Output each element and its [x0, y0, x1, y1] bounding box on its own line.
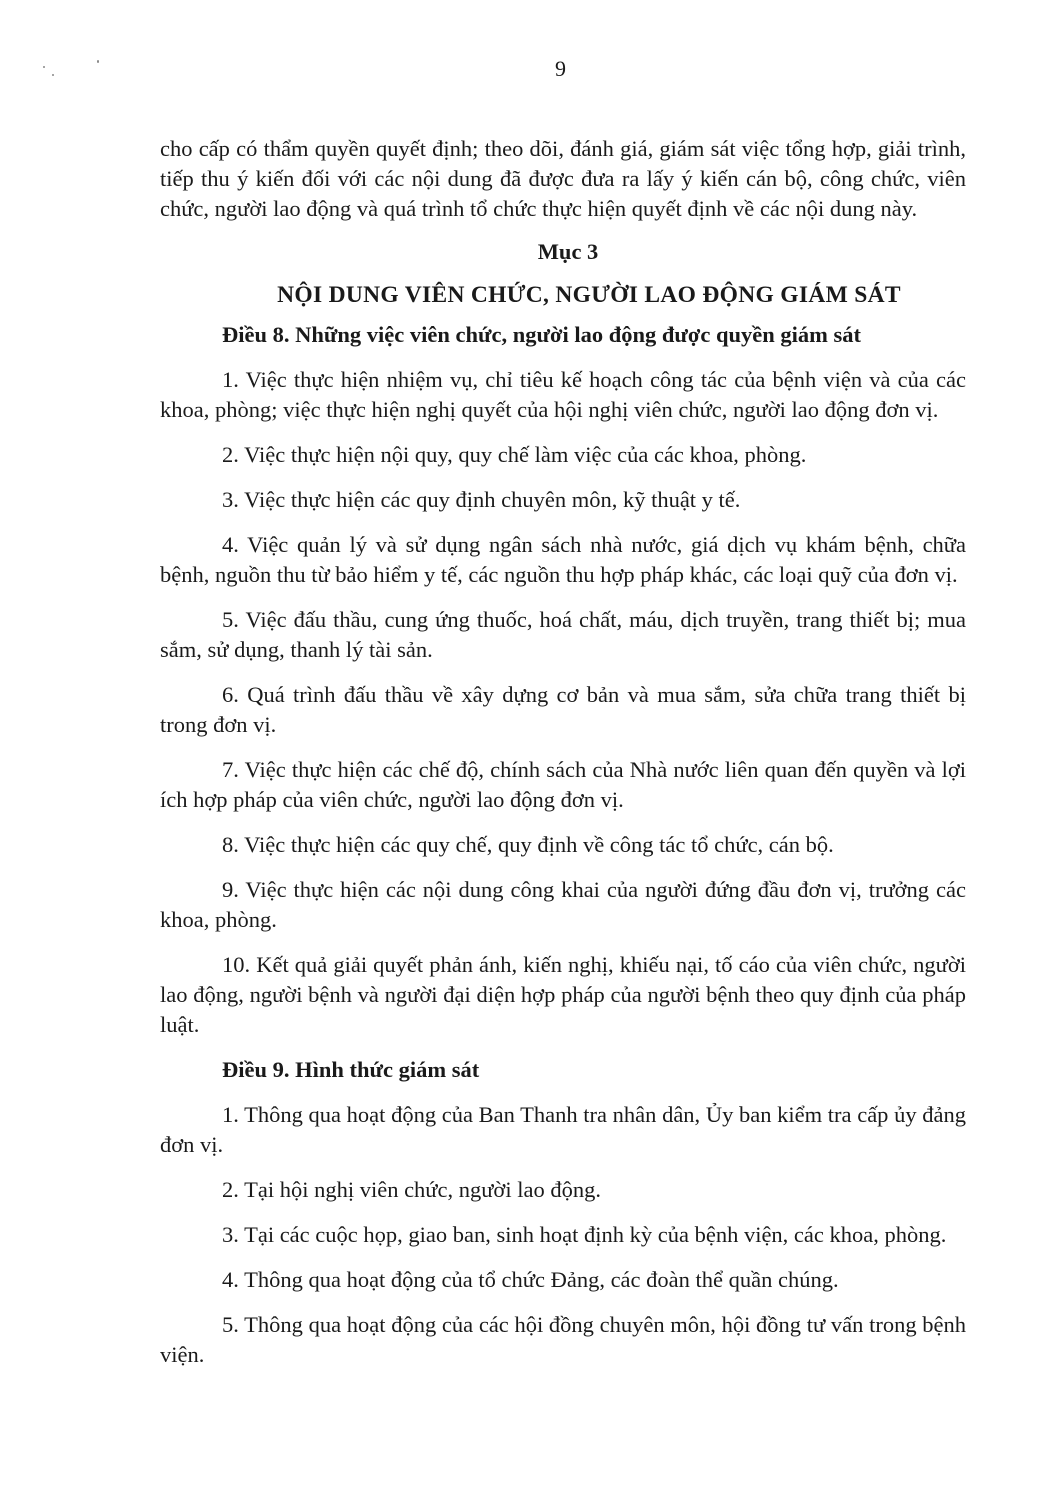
section-title: NỘI DUNG VIÊN CHỨC, NGƯỜI LAO ĐỘNG GIÁM SÁT: [277, 282, 901, 308]
article-9-item: 1. Thông qua hoạt động của Ban Thanh tra nhân dân, Ủy ban kiểm tra cấp ủy đảng đơn vị.: [160, 1102, 966, 1157]
article-9-item: 3. Tại các cuộc họp, giao ban, sinh hoạt định kỳ của bệnh viện, các khoa, phòng.: [222, 1222, 947, 1247]
article-9-item: 4. Thông qua hoạt động của tổ chức Đảng, các đoàn thể quần chúng.: [222, 1267, 839, 1292]
section-label: Mục 3: [537, 239, 599, 264]
article-8-heading: Điều 8. Những việc viên chức, người lao động được quyền giám sát: [222, 322, 861, 347]
article-9-item: 2. Tại hội nghị viên chức, người lao động.: [222, 1177, 601, 1202]
article-8-item: 7. Việc thực hiện các chế độ, chính sách của Nhà nước liên quan đến quyền và lợi ích hợp pháp của viên chức, người lao động đơn vị.: [160, 757, 966, 812]
article-8-item: 10. Kết quả giải quyết phản ánh, kiến nghị, khiếu nại, tố cáo của viên chức, người lao động, người bệnh và người đại diện hợp pháp của người bệnh theo quy định của pháp luật.: [160, 952, 966, 1037]
article-8-item: 1. Việc thực hiện nhiệm vụ, chỉ tiêu kế hoạch công tác của bệnh viện và của các khoa, phòng; việc thực hiện nghị quyết của hội nghị viên chức, người lao động đơn vị.: [160, 367, 966, 422]
article-8-item: 8. Việc thực hiện các quy chế, quy định về công tác tổ chức, cán bộ.: [222, 832, 834, 857]
article-8-item: 5. Việc đấu thầu, cung ứng thuốc, hoá chất, máu, dịch truyền, trang thiết bị; mua sắm, sử dụng, thanh lý tài sản.: [160, 607, 966, 662]
article-8-item: 9. Việc thực hiện các nội dung công khai của người đứng đầu đơn vị, trưởng các khoa, phòng.: [160, 877, 966, 932]
article-8-item: 4. Việc quản lý và sử dụng ngân sách nhà nước, giá dịch vụ khám bệnh, chữa bệnh, nguồn thu từ bảo hiểm y tế, các nguồn thu hợp pháp khác, các loại quỹ của đơn vị.: [160, 532, 966, 587]
article-9-item: 5. Thông qua hoạt động của các hội đồng chuyên môn, hội đồng tư vấn trong bệnh viện.: [160, 1312, 966, 1367]
article-9-heading: Điều 9. Hình thức giám sát: [222, 1057, 480, 1082]
document-body: [160, 134, 966, 1370]
page-number: 9: [555, 56, 566, 81]
article-8-item: 2. Việc thực hiện nội quy, quy chế làm việc của các khoa, phòng.: [222, 442, 807, 467]
article-8-item: 3. Việc thực hiện các quy định chuyên môn, kỹ thuật y tế.: [222, 487, 741, 512]
article-8-item: 6. Quá trình đấu thầu về xây dựng cơ bản và mua sắm, sửa chữa trang thiết bị trong đơn vị.: [160, 682, 966, 737]
intro-paragraph: cho cấp có thẩm quyền quyết định; theo dõi, đánh giá, giám sát việc tổng hợp, giải trình, tiếp thu ý kiến đối với các nội dung đã được đưa ra lấy ý kiến cán bộ, công chức, viên chức, người lao động và quá trình tổ chức thực hiện quyết định về các nội dung này.: [160, 136, 966, 221]
